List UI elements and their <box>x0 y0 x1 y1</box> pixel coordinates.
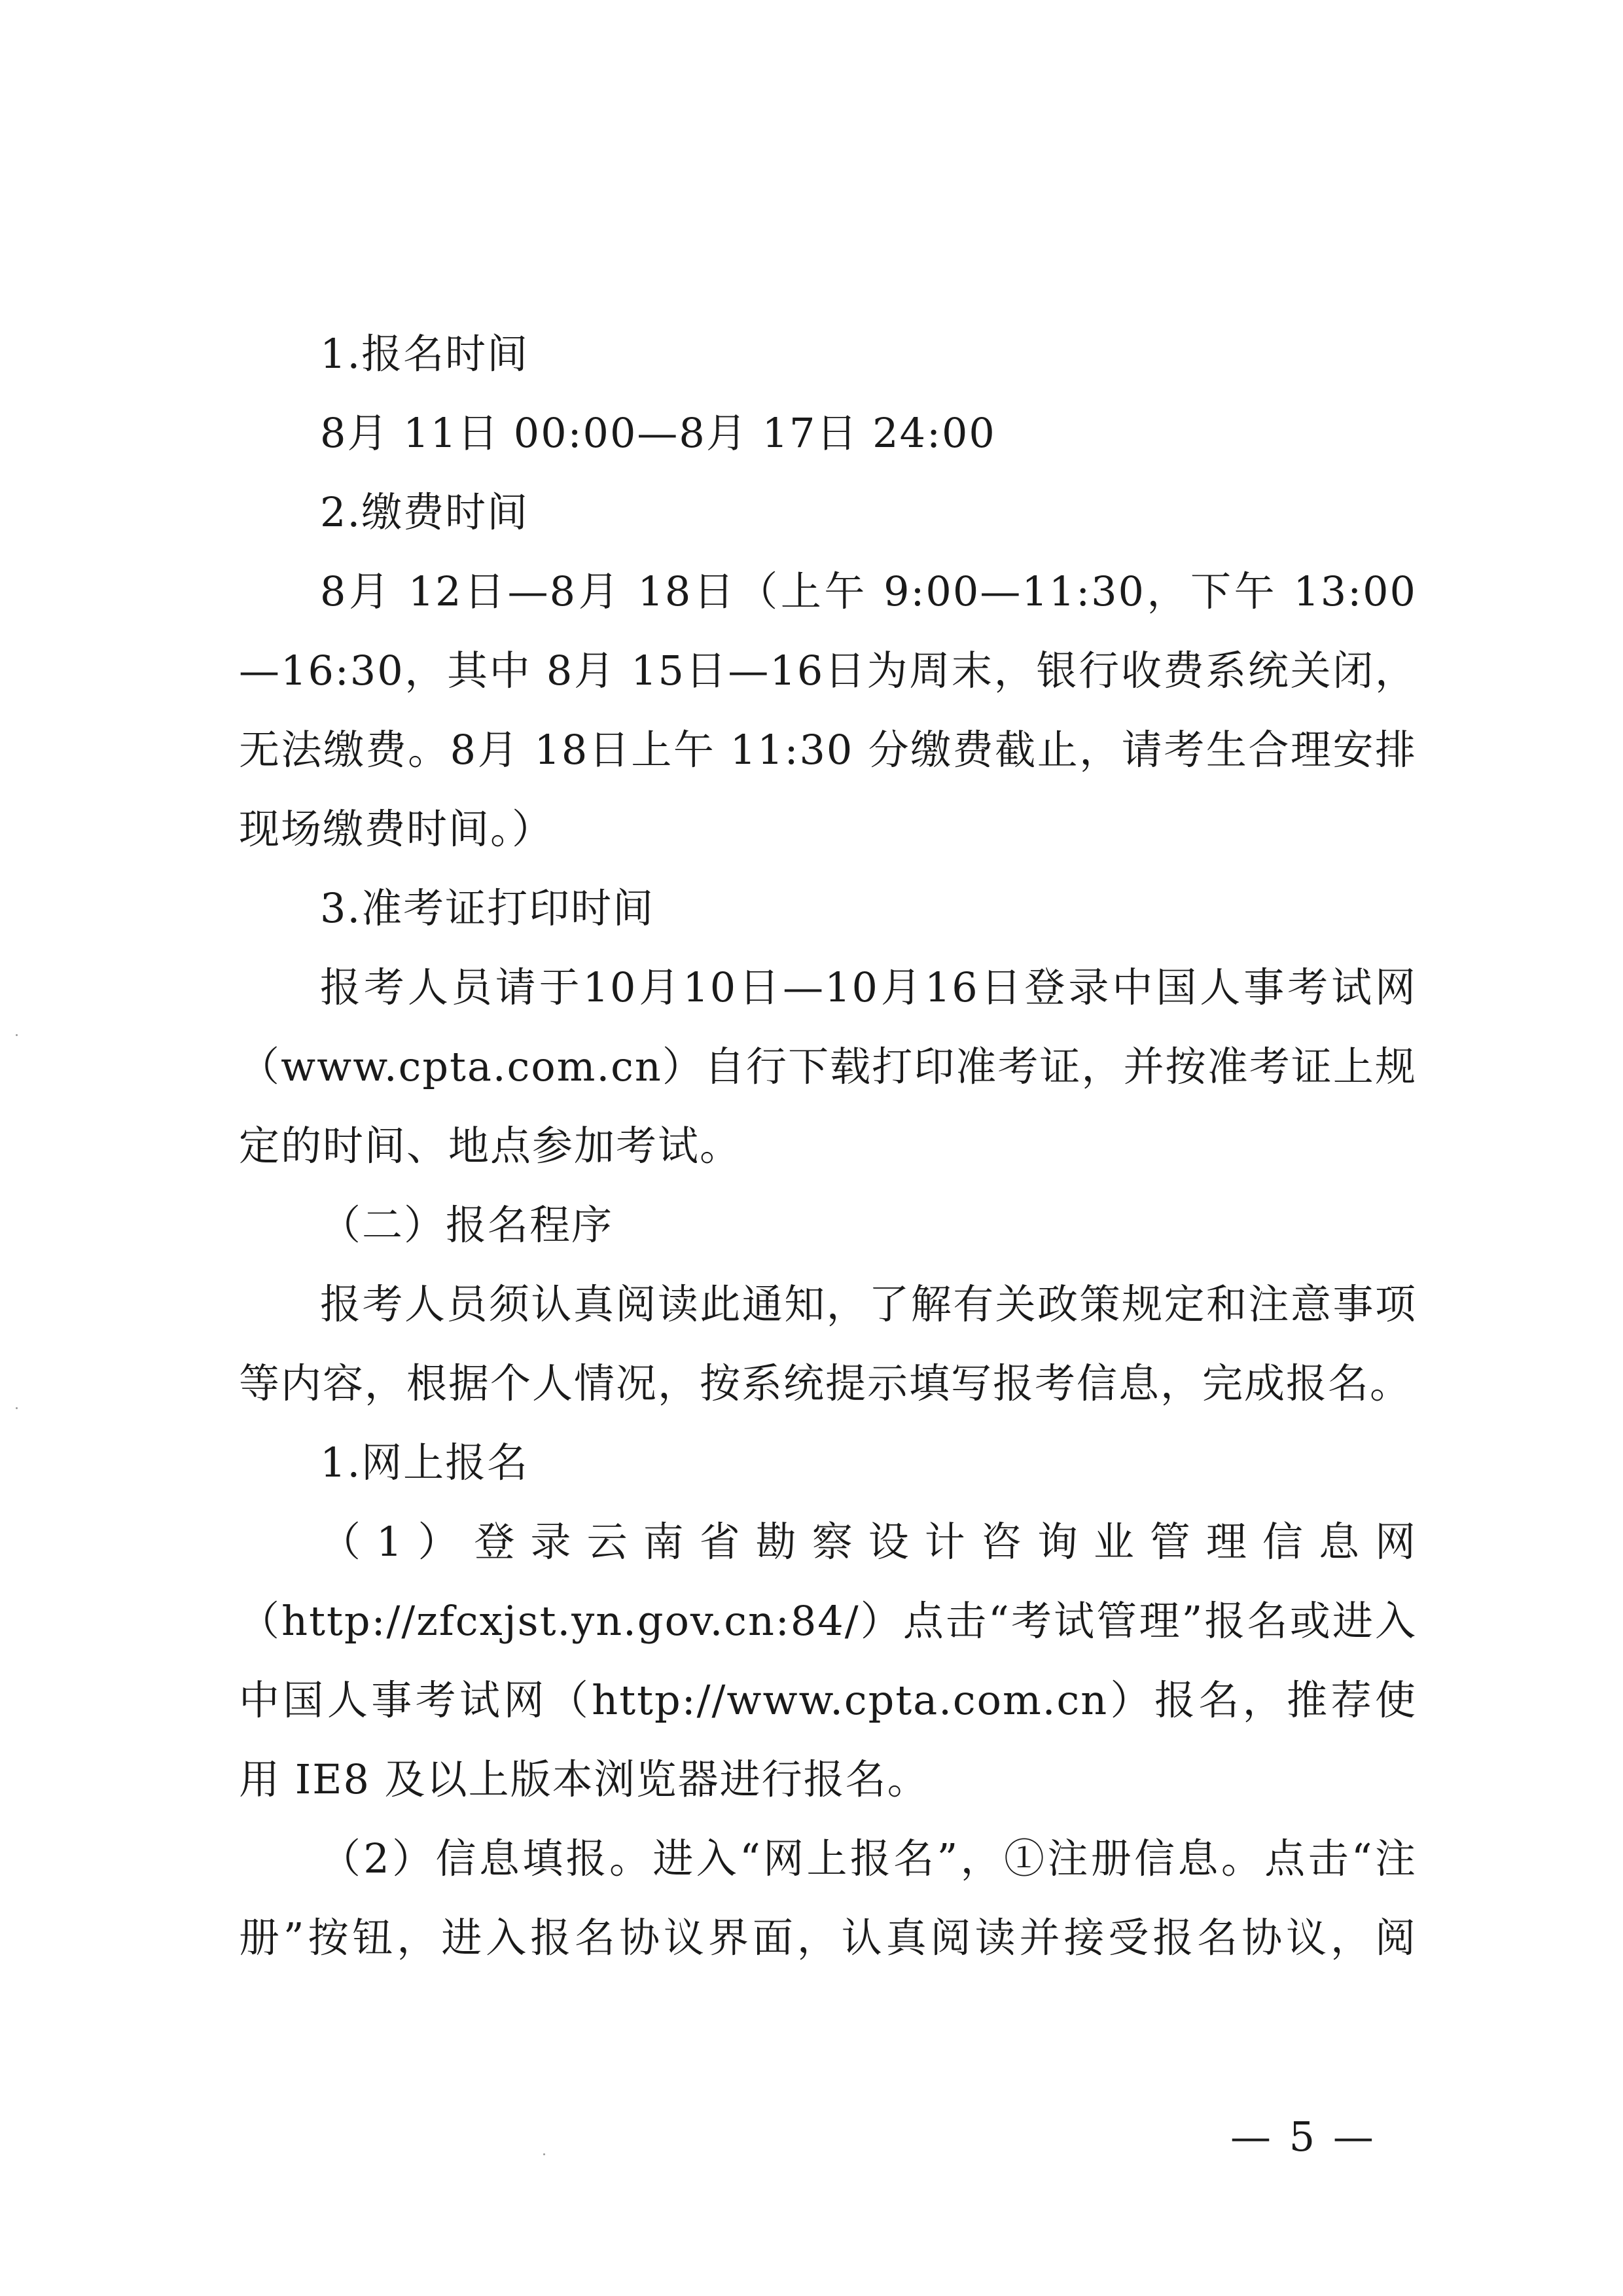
section-heading-online-registration: 1.网上报名 <box>320 1439 529 1486</box>
registration-procedure-paragraph: 报考人员须认真阅读此通知，了解有关政策规定和注意事项等内容，根据个人情况，按系统提示填写报考信息，完成报名。 <box>239 1280 1417 1407</box>
scan-speck <box>16 1034 18 1036</box>
section-heading-payment-time: 2.缴费时间 <box>320 488 529 536</box>
page-number: — 5 — <box>1230 2113 1376 2161</box>
admission-ticket-paragraph: 报考人员请于10月10日—10月16日登录中国人事考试网（www.cpta.com.cn）自行下载打印准考证，并按准考证上规定的时间、地点参加考试。 <box>239 963 1417 1170</box>
online-registration-step-1: （1）登录云南省勘察设计咨询业管理信息网（http://zfcxjst.yn.gov.cn:84/）点击“考试管理”报名或进入中国人事考试网（http://www.cpta.com.cn）报名，推荐使用 IE8 及以上版本浏览器进行报名。 <box>239 1518 1417 1803</box>
registration-time-value: 8月 11日 00:00—8月 17日 24:00 <box>320 409 996 457</box>
section-heading-registration-time: 1.报名时间 <box>320 330 529 378</box>
online-registration-step-2: （2）信息填报。进入“网上报名”，①注册信息。点击“注册”按钮，进入报名协议界面，认真阅读并接受报名协议，阅 <box>239 1835 1417 1962</box>
body-text <box>239 314 1417 1977</box>
scan-speck <box>16 1407 18 1409</box>
section-heading-admission-ticket: 3.准考证打印时间 <box>320 884 655 932</box>
section-heading-registration-procedure: （二）报名程序 <box>320 1201 614 1249</box>
payment-time-paragraph: 8月 12日—8月 18日（上午 9:00—11:30，下午 13:00—16:30，其中 8月 15日—16日为周末，银行收费系统关闭，无法缴费。8月 18日上午 11:30 分缴费截止，请考生合理安排现场缴费时间。） <box>239 567 1417 853</box>
scan-speck <box>543 2153 545 2155</box>
